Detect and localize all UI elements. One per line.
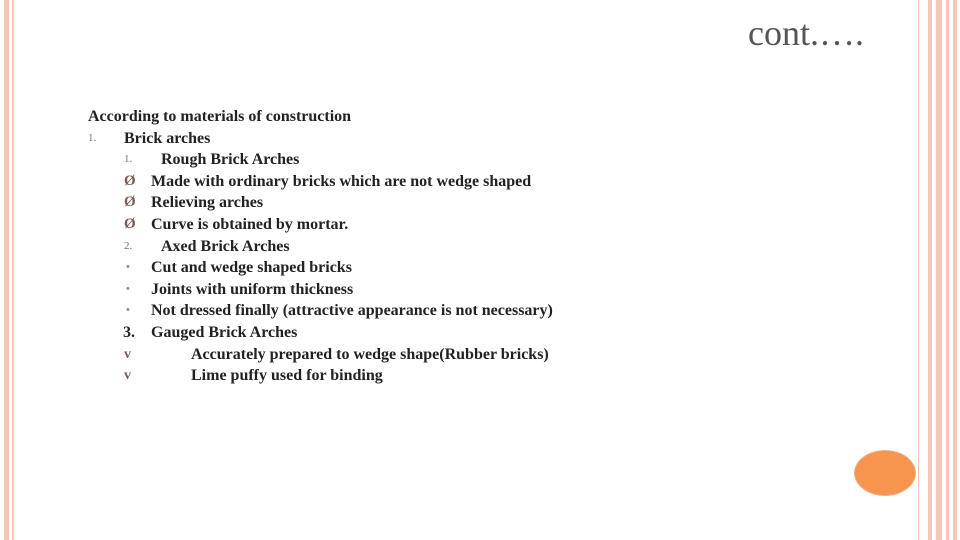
diamond-bullet-icon: v	[124, 368, 131, 384]
left-frame-line-thin	[12, 0, 14, 540]
arrow-bullet-icon: Ø	[124, 194, 136, 211]
arrow-bullet-icon: Ø	[124, 172, 136, 189]
list-number: 1.	[88, 131, 97, 144]
right-frame-line	[928, 0, 932, 540]
list-item-text: Brick arches	[124, 129, 211, 147]
dot-bullet-icon: •	[126, 304, 130, 317]
right-frame-line-outer	[953, 0, 957, 540]
list-item-text: Relieving arches	[151, 194, 264, 212]
right-frame-line-thin	[918, 0, 919, 540]
slide-title: cont.….	[748, 13, 864, 53]
list-number: 2.	[124, 239, 133, 252]
list-item-text: Gauged Brick Arches	[151, 323, 298, 341]
list-item-text: Not dressed finally (attractive appearance is not necessary)	[151, 302, 553, 320]
right-frame-line-edge	[946, 0, 949, 540]
arrow-bullet-icon: Ø	[124, 215, 136, 232]
left-frame-line	[4, 0, 9, 540]
list-item-text: Made with ordinary bricks which are not wedge shaped	[151, 172, 532, 190]
list-item-text: Rough Brick Arches	[161, 151, 300, 169]
diamond-bullet-icon: v	[124, 346, 131, 362]
list-number: 3.	[123, 323, 135, 341]
right-frame-line-wide	[936, 0, 942, 540]
list-item-text: Joints with uniform thickness	[151, 280, 354, 298]
list-item-text: Lime puffy used for binding	[191, 367, 383, 385]
dot-bullet-icon: •	[126, 282, 130, 295]
dot-bullet-icon: •	[126, 261, 130, 274]
list-item-text: Axed Brick Arches	[161, 237, 290, 255]
list-number: 1.	[124, 153, 133, 166]
list-item-text: Cut and wedge shaped bricks	[151, 259, 352, 277]
section-heading: According to materials of construction	[88, 108, 352, 125]
list-item-text: Curve is obtained by mortar.	[151, 215, 349, 233]
list-item-text: Accurately prepared to wedge shape(Rubber bricks)	[191, 345, 549, 363]
decorative-circle	[854, 450, 916, 496]
